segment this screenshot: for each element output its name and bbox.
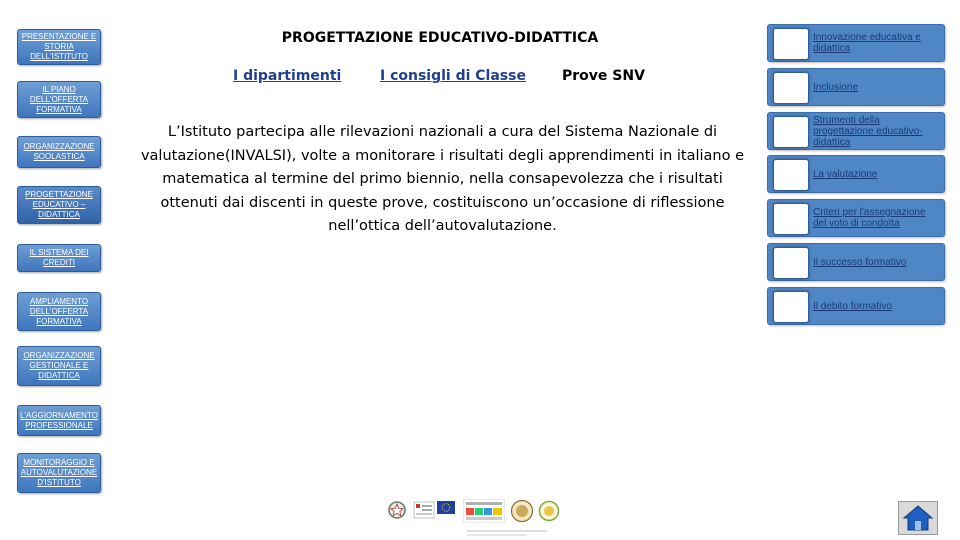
home-icon — [899, 502, 937, 534]
nav-ampliamento-offerta[interactable]: AMPLIAMENTO DELL'OFFERTA FORMATIVA — [17, 292, 101, 331]
program-logo-icon — [463, 499, 505, 523]
right-item-debito-formativo[interactable] — [767, 287, 945, 325]
nav-aggiornamento-professionale[interactable]: L'AGGIORNAMENTO PROFESSIONALE — [17, 405, 101, 436]
footer-logo-strip — [375, 495, 565, 540]
right-item-label: Criteri per l'assegnazione del voto di condotta — [813, 207, 926, 229]
home-button[interactable] — [898, 501, 938, 535]
right-item-inclusione[interactable] — [767, 68, 945, 106]
right-item-label: Inclusione — [813, 81, 859, 93]
page-title: PROGETTAZIONE EDUCATIVO-DIDATTICA — [281, 30, 599, 46]
item-square-icon — [773, 72, 809, 104]
right-item-label: Innovazione educativa e didattica — [813, 32, 921, 54]
nav-organizzazione-gestionale[interactable]: ORGANIZZAZIONE GESTIONALE E DIDATTICA — [17, 346, 101, 386]
right-item-label: Il successo formativo — [813, 256, 907, 268]
right-item-successo-formativo[interactable] — [767, 243, 945, 281]
main-paragraph: L’Istituto partecipa alle rilevazioni nazionali a cura del Sistema Nazionale di valutazione(INVALSI), volte a monitorare i risultati degli apprendimenti in italiano e matematica al termine del primo biennio, nella consapevolezza che i risultati ottenuti dai discenti in queste prove, costituiscono un’occasione di riflessione nell’ottica dell’autovalutazione. — [140, 124, 745, 234]
nav-progettazione-educativo-didattica[interactable]: PROGETTAZIONE EDUCATIVO – DIDATTICA — [17, 186, 101, 224]
nav-organizzazione-scolastica[interactable]: ORGANIZZAZIONE SOOLASTICA — [17, 136, 101, 168]
nav-piano-offerta-formativa[interactable]: IL PIANO DELL'OFFERTA FORMATIVA — [17, 81, 101, 118]
eu-flag-icon — [437, 501, 455, 514]
left-navigation — [0, 0, 120, 540]
nav-presentazione[interactable]: PRESENTAZIONE E STORIA DELL'ISTITUTO — [17, 29, 101, 65]
school-logo-icon — [413, 501, 435, 519]
right-item-label: Il debito formativo — [813, 300, 892, 312]
partner-seal-icon — [538, 500, 560, 522]
right-item-voto-condotta[interactable] — [767, 199, 945, 237]
right-item-label: La valutazione — [813, 168, 878, 180]
item-square-icon — [773, 247, 809, 279]
nav-sistema-crediti[interactable]: IL SISTEMA DEI CREDITI — [17, 244, 101, 272]
link-consigli-di-classe[interactable]: I consigli di Classe — [380, 68, 526, 84]
institute-seal-icon — [510, 499, 534, 523]
item-square-icon — [773, 203, 809, 235]
footer-caption-lines-icon — [467, 529, 547, 537]
item-square-icon — [773, 159, 809, 191]
item-square-icon — [773, 28, 809, 60]
right-item-innovazione[interactable] — [767, 24, 945, 62]
link-prove-snv[interactable]: Prove SNV — [562, 68, 645, 84]
item-square-icon — [773, 291, 809, 323]
italian-republic-emblem-icon — [387, 500, 407, 520]
right-item-valutazione[interactable] — [767, 155, 945, 193]
nav-monitoraggio-autovalutazione[interactable]: MONITORAGGIO E AUTOVALUTAZIONE D'ISTITUTO — [17, 453, 101, 493]
right-item-strumenti-progettazione[interactable] — [767, 112, 945, 150]
right-item-label: Strumenti della progettazione educativo-didattica — [813, 114, 923, 148]
link-dipartimenti[interactable]: I dipartimenti — [233, 68, 342, 84]
item-square-icon — [773, 116, 809, 148]
